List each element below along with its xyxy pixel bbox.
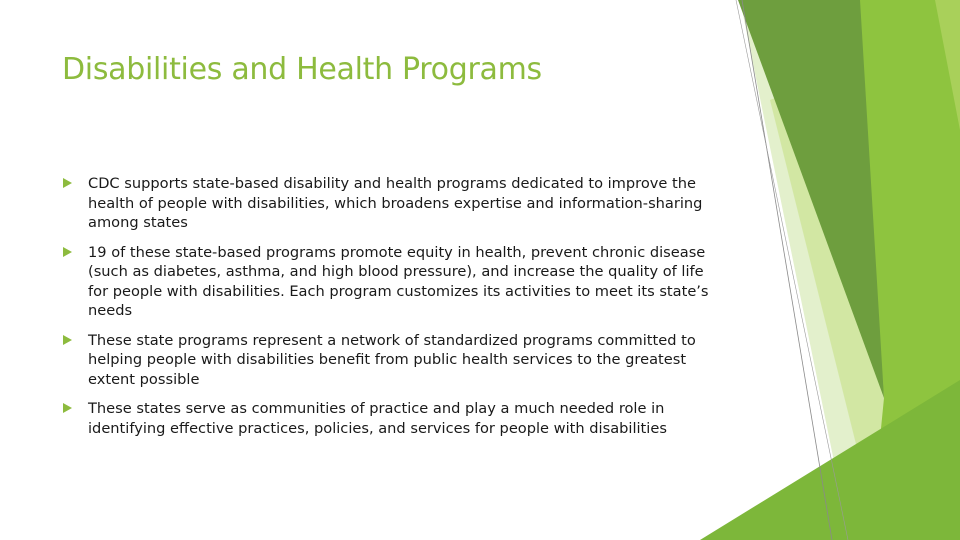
bullet-item: [62, 243, 726, 321]
bullet-text: These states serve as communities of practice and play a much needed role in identifying effective practices, policies, and services for people with disabilities: [88, 400, 667, 437]
bullet-item: [62, 174, 726, 233]
slide-title: Disabilities and Health Programs: [62, 52, 542, 87]
triangle-right-icon: [63, 247, 72, 257]
bullet-item: [62, 399, 726, 438]
bullet-text: CDC supports state-based disability and health programs dedicated to improve the health of people with disabilities, which broadens expertise and information-sharing among states: [88, 175, 703, 231]
bullet-text: These state programs represent a network of standardized programs committed to helping people with disabilities benefit from public health services to the greatest extent possible: [88, 331, 696, 388]
triangle-right-icon: [63, 403, 72, 413]
triangle-right-icon: [63, 335, 72, 345]
triangle-right-icon: [63, 178, 72, 188]
bullet-text: 19 of these state-based programs promote equity in health, prevent chronic disease (such as diabetes, asthma, and high blood pressure), and increase the quality of life for people with disabilities. Each program customizes its activities to meet its state’s needs: [88, 243, 709, 319]
bullet-item: [62, 331, 726, 390]
bullet-list: [62, 174, 726, 448]
